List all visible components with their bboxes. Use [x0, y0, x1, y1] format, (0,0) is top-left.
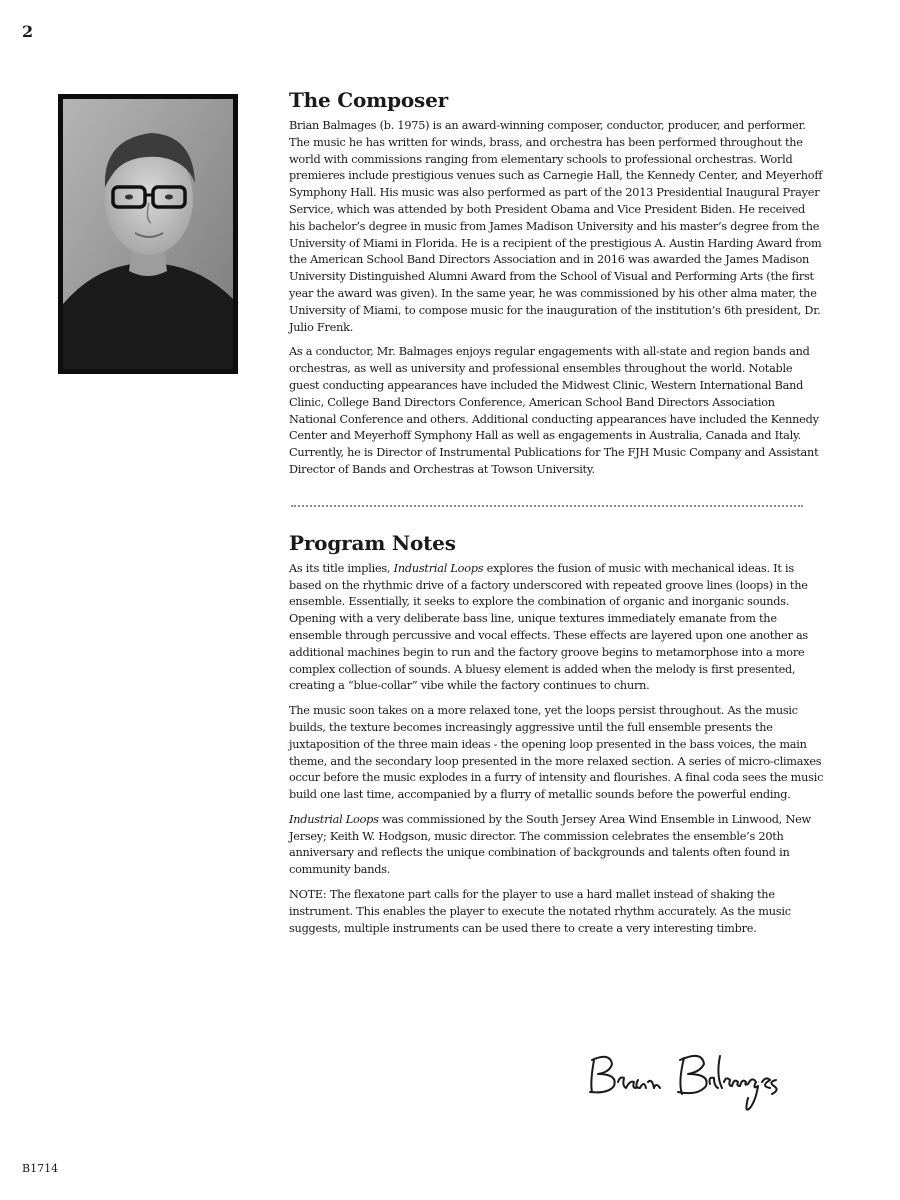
- program-notes-paragraph-1: [289, 561, 824, 695]
- composer-paragraph-1: Brian Balmages (b. 1975) is an award-winning composer, conductor, producer, and performer. The music he has written for winds, brass, and orchestra has been performed throughout the world with commissions ranging from elementary schools to professional orchestras. World premieres include prestigious venues such as Carnegie Hall, the Kennedy Center, and Meyerhoff Symphony Hall. His music was also performed as part of the 2013 Presidential Inaugural Prayer Service, which was attended by both President Obama and Vice President Biden. He received his bachelor’s degree in music from James Madison University and his master’s degree from the University of Miami in Florida. He is a recipient of the prestigious A. Austin Harding Award from the American School Band Directors Association and in 2016 was awarded the James Madison University Distinguished Alumni Award from the School of Visual and Performing Arts (the first year the award was given). In the same year, he was commissioned by his other alma mater, the University of Miami, to compose music for the inauguration of the institution’s 6th president, Dr. Julio Frenk.: [289, 119, 823, 334]
- p3-body-text: was commissioned by the South Jersey Area Wind Ensemble in Linwood, New Jersey; Keith W. Hodgson, music director. The commission celebrates the ensemble’s 20th anniversary and reflects the unique combination of backgrounds and talents often found in community bands.: [289, 812, 811, 877]
- p1-body-text: explores the fusion of music with mechanical ideas. It is based on the rhythmic drive of a factory underscored with repeated groove lines (loops) in the ensemble. Essentially, it seeks to explore the combination of organic and inorganic sounds. Opening with a very deliberate bass line, unique textures immediately emanate from the ensemble through percussive and vocal effects. These effects are layered upon one another as additional machines begin to run and the factory groove begins to metamorphose into a more complex collection of sounds. A bluesy element is added when the melody is first presented, creating a “blue-collar” vibe while the factory continues to churn.: [289, 561, 808, 693]
- program-notes-paragraph-2: The music soon takes on a more relaxed tone, yet the loops persist throughout. As the music builds, the texture becomes increasingly aggressive until the full ensemble presents the juxtaposition of the three main ideas - the opening loop presented in the bass voices, the main theme, and the secondary loop presented in the more relaxed section. A series of micro-climaxes occur before the music explodes in a furry of intensity and flourishes. A final coda sees the music build one last time, accompanied by a flurry of metallic sounds before the powerful ending.: [289, 704, 824, 802]
- piece-title: Industrial Loops: [393, 561, 484, 575]
- composer-heading: The Composer: [289, 88, 448, 112]
- composer-photo: [63, 99, 233, 369]
- piece-title: Industrial Loops: [289, 812, 379, 826]
- program-notes-paragraph-3: [289, 812, 824, 879]
- composer-paragraph-2: As a conductor, Mr. Balmages enjoys regular engagements with all-state and region bands and orchestras, as well as university and professional ensembles throughout the world. Notable guest conducting appearances have included the Midwest Clinic, Western International Band Clinic, College Band Directors Conference, American School Band Directors Association National Conference and others. Additional conducting appearances have included the Kennedy Center and Meyerhoff Symphony Hall as well as engagements in Australia, Canada and Italy. Currently, he is Director of Instrumental Publications for The FJH Music Company and Assistant Director of Bands and Orchestras at Towson University.: [289, 345, 819, 476]
- program-notes-paragraph-4: NOTE: The flexatone part calls for the player to use a hard mallet instead of shaking the instrument. This enables the player to execute the notated rhythm accurately. As the music suggests, multiple instruments can be used there to create a very interesting timbre.: [289, 888, 791, 935]
- composer-signature: [580, 1042, 820, 1122]
- catalog-code: B1714: [22, 1162, 59, 1175]
- p1-lead-text: As its title implies,: [289, 561, 394, 575]
- section-divider: [291, 505, 803, 507]
- program-notes-heading: Program Notes: [289, 530, 456, 555]
- composer-photo-frame: [58, 94, 238, 374]
- signature-image: [580, 1042, 820, 1122]
- composer-portrait-image: [63, 99, 233, 369]
- main-content: [289, 88, 824, 945]
- page-number: 2: [22, 22, 34, 41]
